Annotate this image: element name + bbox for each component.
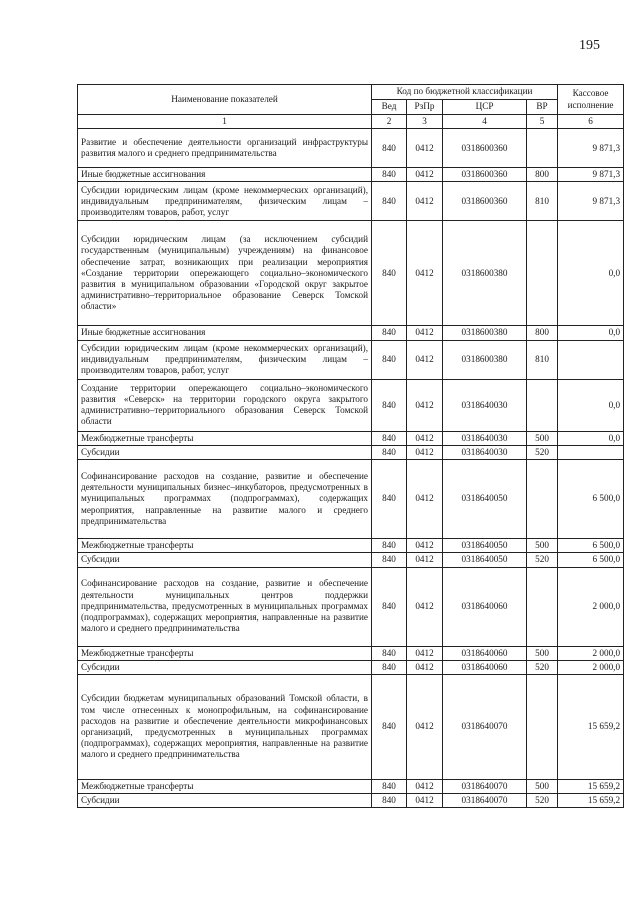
amount-cell	[558, 340, 624, 379]
amount-cell: 6 500,0	[558, 539, 624, 553]
vr-code-cell	[527, 460, 558, 539]
amount-cell: 15 659,2	[558, 794, 624, 808]
indicator-name-cell: Субсидии юридическим лицам (кроме некоммерческих организаций), индивидуальным предпринимателям, физическим лицам – производителям товаров, работ, услуг	[78, 340, 372, 379]
amount-cell: 9 871,3	[558, 129, 624, 168]
csr-code-cell: 0318640050	[443, 460, 527, 539]
ved-code-cell: 840	[372, 445, 407, 459]
indicator-name-cell: Софинансирование расходов на создание, развитие и обеспечение деятельности муниципальных центров поддержки предпринимательства, предусмотренных в муниципальных программах (подпрограммах), содержащих мероприятия, направленные на развитие малого и среднего предпринимательства	[78, 567, 372, 646]
rzpr-code-cell: 0412	[407, 129, 443, 168]
rzpr-code-cell: 0412	[407, 431, 443, 445]
ved-code-cell: 840	[372, 340, 407, 379]
table-row	[78, 794, 624, 808]
amount-cell: 2 000,0	[558, 660, 624, 674]
csr-code-cell: 0318600380	[443, 340, 527, 379]
indicator-name-cell: Иные бюджетные ассигнования	[78, 326, 372, 340]
indicator-name-cell: Межбюджетные трансферты	[78, 779, 372, 793]
rzpr-code-cell: 0412	[407, 460, 443, 539]
amount-cell: 6 500,0	[558, 553, 624, 567]
amount-cell: 0,0	[558, 379, 624, 431]
budget-execution-table	[77, 84, 624, 808]
rzpr-code-cell: 0412	[407, 646, 443, 660]
header-name-column: Наименование показателей	[78, 85, 372, 115]
header-ved: Вед	[372, 100, 407, 115]
vr-code-cell	[527, 129, 558, 168]
rzpr-code-cell: 0412	[407, 340, 443, 379]
ved-code-cell: 840	[372, 567, 407, 646]
table-row	[78, 779, 624, 793]
column-number: 6	[558, 115, 624, 129]
vr-code-cell: 500	[527, 779, 558, 793]
ved-code-cell: 840	[372, 553, 407, 567]
header-vr: ВР	[527, 100, 558, 115]
table-row	[78, 539, 624, 553]
ved-code-cell: 840	[372, 129, 407, 168]
vr-code-cell	[527, 221, 558, 326]
column-number: 2	[372, 115, 407, 129]
indicator-name-cell: Софинансирование расходов на создание, развитие и обеспечение деятельности муниципальных бизнес–инкубаторов, предусмотренных в муниципальных программах (подпрограммах), содержащих мероприятия, направленные на развитие малого и среднего предпринимательства	[78, 460, 372, 539]
csr-code-cell: 0318640060	[443, 567, 527, 646]
indicator-name-cell: Субсидии юридическим лицам (кроме некоммерческих организаций), индивидуальным предпринимателям, физическим лицам – производителям товаров, работ, услуг	[78, 182, 372, 221]
csr-code-cell: 0318640060	[443, 660, 527, 674]
csr-code-cell: 0318600360	[443, 182, 527, 221]
vr-code-cell	[527, 567, 558, 646]
indicator-name-cell: Иные бюджетные ассигнования	[78, 168, 372, 182]
rzpr-code-cell: 0412	[407, 553, 443, 567]
column-number: 1	[78, 115, 372, 129]
vr-code-cell: 810	[527, 182, 558, 221]
table-row	[78, 326, 624, 340]
ved-code-cell: 840	[372, 674, 407, 779]
ved-code-cell: 840	[372, 660, 407, 674]
ved-code-cell: 840	[372, 431, 407, 445]
table-row	[78, 553, 624, 567]
rzpr-code-cell: 0412	[407, 326, 443, 340]
csr-code-cell: 0318600380	[443, 221, 527, 326]
indicator-name-cell: Развитие и обеспечение деятельности организаций инфраструктуры развития малого и среднего предпринимательства	[78, 129, 372, 168]
ved-code-cell: 840	[372, 539, 407, 553]
vr-code-cell: 500	[527, 646, 558, 660]
indicator-name-cell: Субсидии	[78, 794, 372, 808]
vr-code-cell: 500	[527, 539, 558, 553]
csr-code-cell: 0318640060	[443, 646, 527, 660]
header-code-group: Код по бюджетной классификации	[372, 85, 558, 100]
amount-cell: 9 871,3	[558, 168, 624, 182]
rzpr-code-cell: 0412	[407, 779, 443, 793]
rzpr-code-cell: 0412	[407, 794, 443, 808]
vr-code-cell: 800	[527, 168, 558, 182]
csr-code-cell: 0318640030	[443, 379, 527, 431]
table-row	[78, 660, 624, 674]
rzpr-code-cell: 0412	[407, 539, 443, 553]
ved-code-cell: 840	[372, 646, 407, 660]
amount-cell: 6 500,0	[558, 460, 624, 539]
amount-cell: 0,0	[558, 221, 624, 326]
amount-cell: 15 659,2	[558, 779, 624, 793]
vr-code-cell: 520	[527, 794, 558, 808]
vr-code-cell: 500	[527, 431, 558, 445]
csr-code-cell: 0318600360	[443, 168, 527, 182]
vr-code-cell: 520	[527, 553, 558, 567]
rzpr-code-cell: 0412	[407, 379, 443, 431]
rzpr-code-cell: 0412	[407, 674, 443, 779]
column-number: 3	[407, 115, 443, 129]
indicator-name-cell: Субсидии	[78, 445, 372, 459]
vr-code-cell	[527, 379, 558, 431]
rzpr-code-cell: 0412	[407, 168, 443, 182]
csr-code-cell: 0318600380	[443, 326, 527, 340]
amount-cell: 2 000,0	[558, 567, 624, 646]
csr-code-cell: 0318640070	[443, 779, 527, 793]
amount-cell: 15 659,2	[558, 674, 624, 779]
ved-code-cell: 840	[372, 794, 407, 808]
rzpr-code-cell: 0412	[407, 660, 443, 674]
csr-code-cell: 0318640030	[443, 445, 527, 459]
table-row	[78, 646, 624, 660]
vr-code-cell: 800	[527, 326, 558, 340]
table-row	[78, 129, 624, 168]
csr-code-cell: 0318640030	[443, 431, 527, 445]
table-row	[78, 674, 624, 779]
indicator-name-cell: Субсидии бюджетам муниципальных образований Томской области, в том числе отнесенных к монопрофильным, на софинансирование расходов на развитие и обеспечение деятельности микрофинансовых организаций, предусмотренных в муниципальных программах (подпрограммах), содержащих мероприятия, направленные на развитие малого и среднего предпринимательства	[78, 674, 372, 779]
csr-code-cell: 0318640070	[443, 674, 527, 779]
table-row	[78, 340, 624, 379]
ved-code-cell: 840	[372, 221, 407, 326]
column-number: 4	[443, 115, 527, 129]
indicator-name-cell: Межбюджетные трансферты	[78, 539, 372, 553]
column-number: 5	[527, 115, 558, 129]
vr-code-cell: 520	[527, 445, 558, 459]
amount-cell: 0,0	[558, 431, 624, 445]
vr-code-cell: 810	[527, 340, 558, 379]
rzpr-code-cell: 0412	[407, 445, 443, 459]
ved-code-cell: 840	[372, 326, 407, 340]
amount-cell: 2 000,0	[558, 646, 624, 660]
indicator-name-cell: Межбюджетные трансферты	[78, 646, 372, 660]
table-row	[78, 460, 624, 539]
rzpr-code-cell: 0412	[407, 182, 443, 221]
ved-code-cell: 840	[372, 182, 407, 221]
rzpr-code-cell: 0412	[407, 221, 443, 326]
csr-code-cell: 0318640070	[443, 794, 527, 808]
vr-code-cell: 520	[527, 660, 558, 674]
vr-code-cell	[527, 674, 558, 779]
amount-cell: 9 871,3	[558, 182, 624, 221]
indicator-name-cell: Субсидии юридическим лицам (за исключением субсидий государственным (муниципальным) учреждениям) на финансовое обеспечение затрат, возникающих при реализации мероприятия «Создание территории опережающего социально–экономического развития в муниципальном образовании «Городской округ закрытое административно–территориальное образование Северск Томской области»	[78, 221, 372, 326]
table-row	[78, 431, 624, 445]
ved-code-cell: 840	[372, 460, 407, 539]
ved-code-cell: 840	[372, 168, 407, 182]
table-row	[78, 182, 624, 221]
page-number: 195	[579, 38, 600, 53]
table-row	[78, 445, 624, 459]
header-amount-column: Кассовое исполнение	[558, 85, 624, 115]
header-rzpr: РзПр	[407, 100, 443, 115]
indicator-name-cell: Межбюджетные трансферты	[78, 431, 372, 445]
csr-code-cell: 0318640050	[443, 539, 527, 553]
indicator-name-cell: Субсидии	[78, 553, 372, 567]
ved-code-cell: 840	[372, 779, 407, 793]
rzpr-code-cell: 0412	[407, 567, 443, 646]
header-csr: ЦСР	[443, 100, 527, 115]
table-row	[78, 379, 624, 431]
indicator-name-cell: Субсидии	[78, 660, 372, 674]
table-row	[78, 567, 624, 646]
table-row	[78, 168, 624, 182]
csr-code-cell: 0318640050	[443, 553, 527, 567]
amount-cell: 0,0	[558, 326, 624, 340]
indicator-name-cell: Создание территории опережающего социально–экономического развития «Северск» на территории городского округа закрытого административно–территориального образования Северск Томской области	[78, 379, 372, 431]
amount-cell	[558, 445, 624, 459]
ved-code-cell: 840	[372, 379, 407, 431]
csr-code-cell: 0318600360	[443, 129, 527, 168]
table-row	[78, 221, 624, 326]
